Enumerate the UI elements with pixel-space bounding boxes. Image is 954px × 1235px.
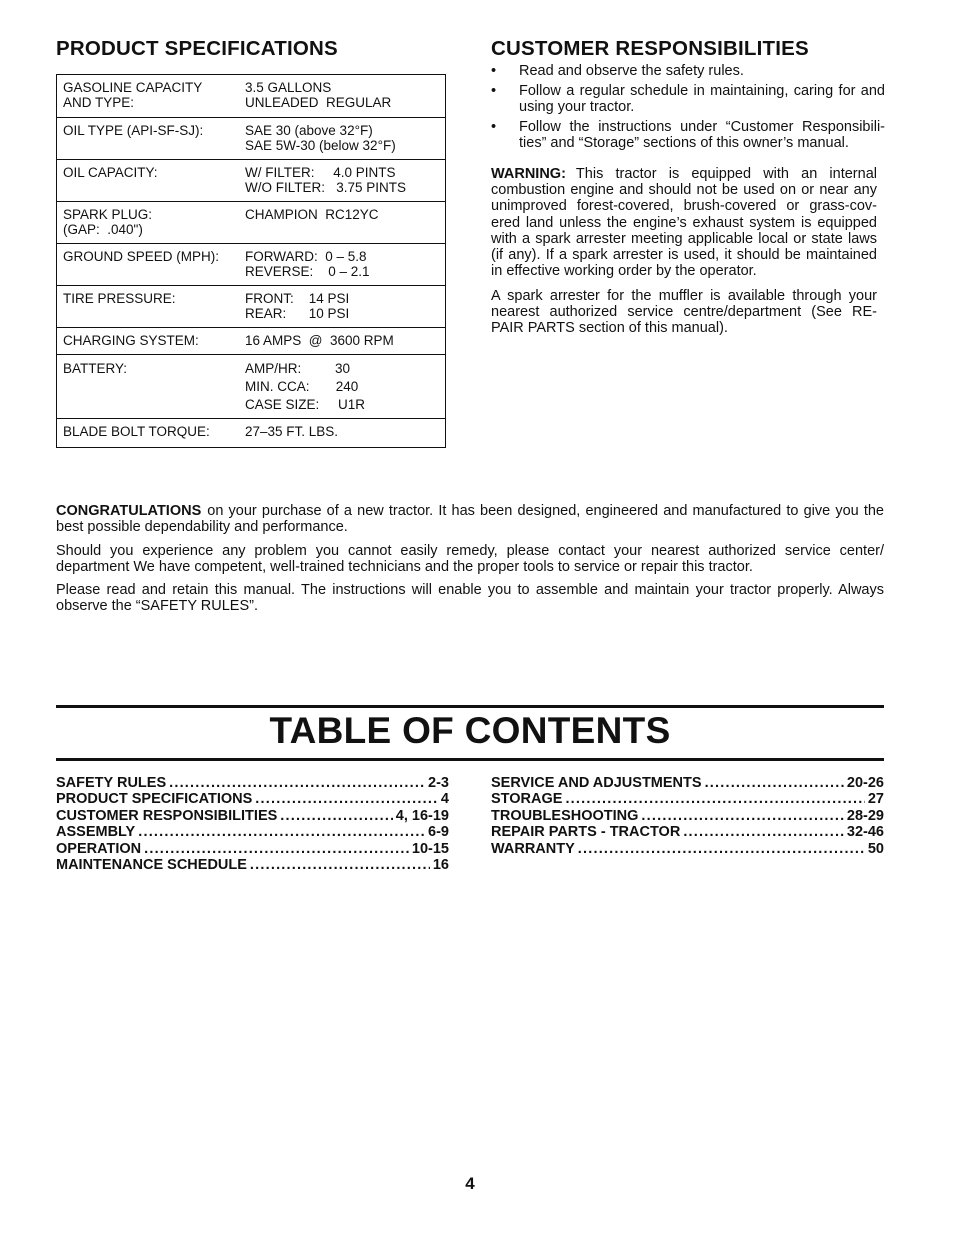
toc-dot-leader bbox=[250, 857, 430, 873]
toc-dot-leader bbox=[255, 791, 438, 807]
spec-value-line: AMP/HR: 30 bbox=[245, 361, 351, 376]
spec-label-line: BATTERY: bbox=[63, 361, 128, 376]
toc-dot-leader bbox=[578, 841, 865, 857]
spec-row-blade-bolt-torque bbox=[57, 419, 445, 447]
retain-manual-paragraph: Please read and retain this manual. The instructions will enable you to assemble and maintain your tractor properly. Always observe the “SAFETY RULES”. bbox=[56, 582, 884, 615]
toc-entry-maintenance-schedule[interactable] bbox=[56, 857, 449, 873]
toc-entry-page: 32-46 bbox=[846, 824, 884, 841]
spec-label-line: TIRE PRESSURE: bbox=[63, 291, 176, 306]
spec-value-line: FORWARD: 0 – 5.8 bbox=[245, 249, 367, 264]
toc-title: TABLE OF CONTENTS bbox=[269, 710, 671, 751]
spec-label bbox=[63, 424, 245, 447]
toc-right-column bbox=[491, 775, 884, 857]
toc-entry-name: WARRANTY bbox=[491, 840, 575, 857]
toc-entry-page: 27 bbox=[867, 791, 884, 808]
spec-value bbox=[245, 333, 439, 354]
spec-label-line: CHARGING SYSTEM: bbox=[63, 333, 199, 348]
spec-label-line: (GAP: .040") bbox=[63, 222, 143, 237]
list-item-text: Follow a regular schedule in maintaining, caring for and using your tractor. bbox=[519, 83, 885, 116]
list-item-text: Follow the instructions under “Customer Responsibili-ties” and “Storage” sections of this owner’s manual. bbox=[519, 119, 885, 152]
specifications-table bbox=[56, 74, 446, 448]
toc-dot-leader bbox=[280, 808, 392, 824]
spec-value-line: UNLEADED REGULAR bbox=[245, 95, 392, 110]
spec-label-line: AND TYPE: bbox=[63, 95, 135, 110]
spark-arrester-paragraph: A spark arrester for the muffler is available through your nearest authorized service centre/department (See RE-PAIR PARTS section of this manual). bbox=[491, 288, 877, 337]
congratulations-lead: CONGRATULATIONS bbox=[56, 503, 202, 519]
spec-row-charging-system bbox=[57, 328, 445, 355]
toc-entry-name: MAINTENANCE SCHEDULE bbox=[56, 857, 247, 874]
bullet-icon: • bbox=[491, 83, 497, 99]
toc-entry-operation[interactable] bbox=[56, 841, 449, 857]
product-specifications-heading: PRODUCT SPECIFICATIONS bbox=[56, 37, 338, 60]
spec-label bbox=[63, 291, 245, 327]
toc-bottom-rule bbox=[56, 758, 884, 761]
spec-value-line: FRONT: 14 PSI bbox=[245, 291, 350, 306]
spec-value bbox=[245, 207, 439, 243]
spec-value bbox=[245, 80, 439, 117]
toc-top-rule bbox=[56, 705, 884, 708]
toc-entry-name: ASSEMBLY bbox=[56, 824, 136, 841]
toc-entry-page: 16 bbox=[432, 857, 449, 874]
spec-label bbox=[63, 249, 245, 285]
spec-value-line: 27–35 FT. LBS. bbox=[245, 424, 339, 439]
toc-entry-repair-parts-tractor[interactable] bbox=[491, 824, 884, 840]
toc-entry-warranty[interactable] bbox=[491, 841, 884, 857]
toc-entry-troubleshooting[interactable] bbox=[491, 808, 884, 824]
spec-value-line: SAE 30 (above 32°F) bbox=[245, 123, 373, 138]
page-number: 4 bbox=[465, 1174, 475, 1193]
toc-entry-safety-rules[interactable] bbox=[56, 775, 449, 791]
spec-row-gasoline bbox=[57, 75, 445, 118]
toc-entry-page: 10-15 bbox=[411, 840, 449, 857]
spec-value-line: W/O FILTER: 3.75 PINTS bbox=[245, 180, 407, 195]
customer-responsibilities-heading: CUSTOMER RESPONSIBILITIES bbox=[491, 37, 809, 60]
warning-text: This tractor is equipped with an internal combustion engine and should not be used on or near any unimproved forest-covered, brush-covered or grass-cov-ered land unless the engine’s exhaust system is equipped with a spark arrester meeting applicable local or state laws (if any). If a spark arrester is used, it should be maintained in effective working order by the operator. bbox=[491, 166, 877, 280]
spec-label-line: OIL CAPACITY: bbox=[63, 165, 158, 180]
toc-entry-name: SERVICE AND ADJUSTMENTS bbox=[491, 775, 702, 791]
bullet-icon: • bbox=[491, 63, 497, 79]
spec-label-line: GASOLINE CAPACITY bbox=[63, 80, 203, 95]
spec-row-battery bbox=[57, 355, 445, 419]
toc-entry-storage[interactable] bbox=[491, 791, 884, 807]
spec-value-line: 3.5 GALLONS bbox=[245, 80, 332, 95]
toc-entry-name: SAFETY RULES bbox=[56, 775, 167, 791]
spec-label bbox=[63, 360, 245, 418]
congratulations-paragraph bbox=[56, 503, 884, 535]
toc-entry-name: STORAGE bbox=[491, 791, 563, 808]
toc-entry-name: REPAIR PARTS - TRACTOR bbox=[491, 824, 681, 841]
warning-paragraph bbox=[491, 166, 877, 279]
spec-label bbox=[63, 80, 245, 117]
toc-entry-page: 4, 16-19 bbox=[395, 807, 449, 824]
spec-row-oil-capacity bbox=[57, 160, 445, 202]
spec-row-ground-speed bbox=[57, 244, 445, 286]
toc-entry-page: 4 bbox=[440, 791, 449, 808]
toc-dot-leader bbox=[705, 775, 844, 791]
spec-row-tire-pressure bbox=[57, 286, 445, 328]
spec-value bbox=[245, 424, 439, 447]
spec-value-line: CHAMPION RC12YC bbox=[245, 207, 379, 222]
toc-entry-page: 2-3 bbox=[428, 775, 449, 791]
toc-entry-name: PRODUCT SPECIFICATIONS bbox=[56, 791, 253, 808]
toc-dot-leader bbox=[144, 841, 409, 857]
toc-dot-leader bbox=[138, 824, 425, 840]
toc-entry-name: TROUBLESHOOTING bbox=[491, 807, 639, 824]
toc-entry-customer-responsibilities[interactable] bbox=[56, 808, 449, 824]
spec-label-line: SPARK PLUG: bbox=[63, 207, 153, 222]
service-paragraph: Should you experience any problem you cannot easily remedy, please contact your nearest authorized service center/ department We have competent, well-trained technicians and the proper tools to service or repair this tractor. bbox=[56, 543, 884, 576]
customer-responsibilities-list bbox=[491, 63, 885, 155]
spec-row-oil-type bbox=[57, 118, 445, 160]
toc-entry-product-specifications[interactable] bbox=[56, 791, 449, 807]
spec-label bbox=[63, 333, 245, 354]
toc-dot-leader bbox=[641, 808, 843, 824]
spec-label bbox=[63, 165, 245, 201]
toc-dot-leader bbox=[169, 775, 425, 791]
toc-entry-page: 20-26 bbox=[846, 775, 884, 791]
spec-label bbox=[63, 207, 245, 243]
toc-entry-service-and-adjustments[interactable] bbox=[491, 775, 884, 791]
spec-label-line: BLADE BOLT TORQUE: bbox=[63, 424, 210, 439]
toc-left-column bbox=[56, 775, 449, 873]
spec-value bbox=[245, 123, 439, 159]
toc-entry-assembly[interactable] bbox=[56, 824, 449, 840]
spec-value bbox=[245, 165, 439, 201]
toc-entry-name: OPERATION bbox=[56, 840, 142, 857]
list-item bbox=[491, 63, 885, 79]
spec-value-line: REAR: 10 PSI bbox=[245, 306, 350, 321]
spec-value-line: W/ FILTER: 4.0 PINTS bbox=[245, 165, 396, 180]
spec-value bbox=[245, 360, 439, 418]
spec-value-line: MIN. CCA: 240 bbox=[245, 379, 359, 394]
spec-value bbox=[245, 249, 439, 285]
spec-row-spark-plug bbox=[57, 202, 445, 244]
spec-value-line: 16 AMPS @ 3600 RPM bbox=[245, 333, 394, 348]
bullet-icon: • bbox=[491, 119, 497, 136]
spec-label bbox=[63, 123, 245, 159]
toc-dot-leader bbox=[565, 791, 864, 807]
warning-label: WARNING: bbox=[491, 166, 566, 182]
toc-entry-name: CUSTOMER RESPONSIBILITIES bbox=[56, 807, 278, 824]
toc-entry-page: 28-29 bbox=[846, 807, 884, 824]
list-item bbox=[491, 119, 885, 151]
spec-label-line: OIL TYPE (API-SF-SJ): bbox=[63, 123, 204, 138]
spec-value-line: CASE SIZE: U1R bbox=[245, 397, 366, 412]
toc-entry-page: 6-9 bbox=[428, 824, 449, 841]
spec-value bbox=[245, 291, 439, 327]
toc-entry-page: 50 bbox=[867, 840, 884, 857]
list-item-text: Read and observe the safety rules. bbox=[519, 63, 744, 79]
congratulations-text: on your purchase of a new tractor. It has been designed, engineered and manufactured to give you the best possible dependability and performance. bbox=[56, 503, 884, 536]
spec-label-line: GROUND SPEED (MPH): bbox=[63, 249, 220, 264]
toc-dot-leader bbox=[683, 824, 844, 840]
spec-value-line: REVERSE: 0 – 2.1 bbox=[245, 264, 370, 279]
list-item bbox=[491, 83, 885, 115]
spec-value-line: SAE 5W-30 (below 32°F) bbox=[245, 138, 396, 153]
